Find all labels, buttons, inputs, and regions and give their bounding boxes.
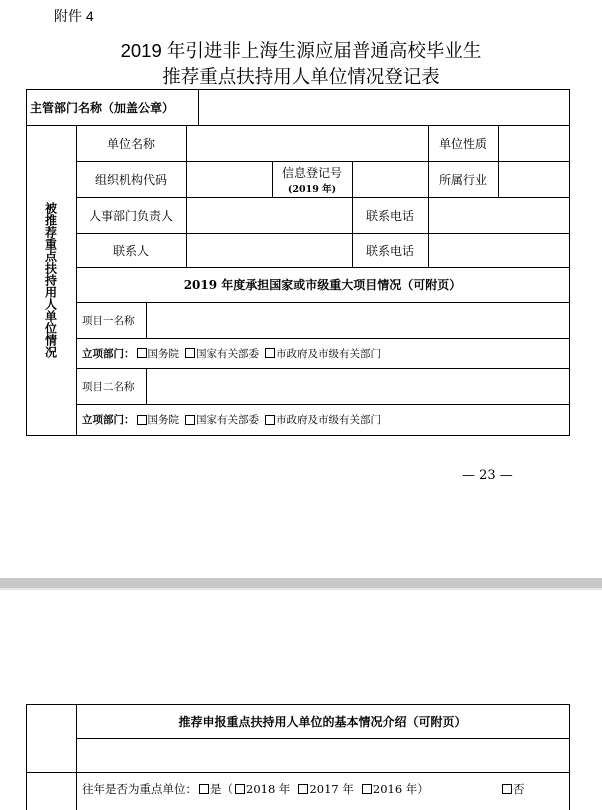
prev-key-unit-row	[82, 776, 429, 802]
project1-name-field[interactable]	[147, 302, 569, 338]
checkbox-2017[interactable]	[298, 784, 308, 794]
industry-field[interactable]	[499, 161, 569, 197]
checkbox-national-1[interactable]	[185, 348, 195, 358]
option-2018: 2018 年	[246, 782, 291, 796]
option-municipal-2: 市政府及市级有关部门	[276, 414, 381, 426]
approval-label-2: 立项部门：	[82, 414, 135, 426]
project2-approval-row	[82, 404, 381, 435]
org-code-label: 组织机构代码	[94, 172, 167, 187]
unit-nature-field[interactable]	[499, 125, 569, 161]
contact-field[interactable]	[187, 233, 351, 267]
option-yes: 是（	[210, 782, 233, 796]
no-option-row	[500, 776, 525, 802]
option-no: 否	[513, 782, 525, 796]
option-2017: 2017 年	[309, 782, 354, 796]
page-number: — 23 —	[462, 468, 513, 483]
unit-name-field[interactable]	[187, 125, 427, 161]
hr-head-field[interactable]	[187, 197, 351, 233]
option-state-council-1: 国务院	[147, 347, 179, 360]
checkbox-municipal-2[interactable]	[265, 415, 275, 425]
attachment-label: 附件 4	[54, 8, 94, 24]
document-title-line2: 推荐重点扶持用人单位情况登记表	[162, 66, 440, 87]
unit-nature-label: 单位性质	[438, 136, 487, 151]
option-state-council-2: 国务院	[147, 414, 179, 426]
phone-label-1: 联系电话	[365, 208, 414, 223]
info-reg-year: (2019 年)	[287, 184, 337, 195]
page-separator-shadow	[0, 588, 602, 590]
project1-approval-row	[82, 338, 381, 368]
dept-name-label: 主管部门名称（加盖公章）	[30, 100, 175, 115]
page-separator	[0, 578, 602, 588]
contact-label: 联系人	[112, 243, 149, 258]
project2-name-label: 项目二名称	[82, 380, 135, 393]
side-label: 被推荐重点扶持用人单位情况	[43, 202, 58, 358]
info-reg-field[interactable]	[353, 161, 427, 197]
approval-label: 立项部门：	[82, 347, 135, 360]
checkbox-no[interactable]	[502, 784, 512, 794]
checkbox-municipal-1[interactable]	[265, 348, 275, 358]
option-2016: 2016 年）	[372, 782, 429, 796]
org-code-field[interactable]	[187, 161, 271, 197]
checkbox-2018[interactable]	[235, 784, 245, 794]
intro-field[interactable]	[77, 739, 569, 772]
checkbox-state-council-2[interactable]	[137, 415, 147, 425]
intro-header: 推荐申报重点扶持用人单位的基本情况介绍（可附页）	[178, 714, 467, 729]
prev-key-label: 往年是否为重点单位：	[82, 782, 197, 796]
option-national-1: 国家有关部委	[196, 347, 259, 360]
phone-field-2[interactable]	[429, 233, 569, 267]
option-national-2: 国家有关部委	[196, 414, 259, 426]
industry-label: 所属行业	[438, 172, 487, 187]
checkbox-national-2[interactable]	[185, 415, 195, 425]
checkbox-state-council-1[interactable]	[137, 348, 147, 358]
option-municipal-1: 市政府及市级有关部门	[276, 347, 381, 360]
unit-name-label: 单位名称	[106, 136, 155, 151]
project2-name-field[interactable]	[147, 368, 569, 404]
phone-field-1[interactable]	[429, 197, 569, 233]
project1-name-label: 项目一名称	[82, 314, 135, 327]
info-reg-label: 信息登记号	[281, 165, 342, 180]
phone-label-2: 联系电话	[365, 243, 414, 258]
checkbox-yes[interactable]	[199, 784, 209, 794]
document-title-line1: 2019 年引进非上海生源应届普通高校毕业生	[120, 40, 482, 61]
hr-head-label: 人事部门负责人	[88, 208, 173, 223]
projects-header: 2019 年度承担国家或市级重大项目情况（可附页）	[183, 278, 462, 292]
checkbox-2016[interactable]	[362, 784, 372, 794]
